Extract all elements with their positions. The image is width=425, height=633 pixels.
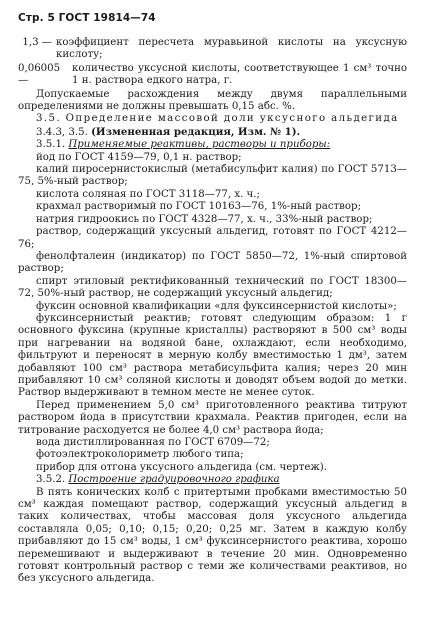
section-heading-3-5: 3.5. Определение массовой доли уксусного альдегида: [36, 113, 399, 125]
definition-text: количество уксусной кислоты, соответствующее 1 см³ точно 1 н. раствора едкого натра, г.: [72, 62, 407, 87]
reagent-item: йод по ГОСТ 4159—79, 0,1 н. раствор;: [36, 151, 242, 163]
reagent-item: вода дистиллированная по ГОСТ 6709—72;: [36, 437, 270, 448]
amendment-sections: 3.4.3, 3.5.: [36, 126, 92, 138]
reagent-item: натрия гидроокись по ГОСТ 4328—77, х. ч., 33%-ный раствор;: [36, 213, 373, 225]
reagent-preparation: фуксинсернистый реактив; готовят следующим образом: 1 г основного фуксина (крупные кристаллы) растворяют в 500 см³ воды при нагревании на водяной бане, охлаждают, если необходимо, фильтруют и переносят в мерную колбу вместимостью 1 дм³, затем добавляют 100 см³ раствора метабисульфита калия; через 20 мин прибавляют 10 см³ соляной кислоты и доводят объем водой до метки. Раствор выдерживают в темном месте не менее суток.: [18, 312, 407, 399]
reagent-item: крахмал растворимый по ГОСТ 10163—76, 1%-ный раствор;: [36, 201, 362, 213]
reagent-item: фуксин основной квалификации «для фуксинсернистой кислоты»;: [36, 300, 397, 312]
subsection-heading-3-5-1: [18, 139, 407, 151]
reagent-item: раствор, содержащий уксусный альдегид, готовят по ГОСТ 4212—76;: [18, 226, 407, 250]
definition-item: [18, 63, 407, 88]
subsection-title: Построение градуировочного графика: [68, 474, 280, 486]
document-page: [18, 12, 407, 586]
procedure-paragraph: В пять конических колб с притертыми пробками вместимостью 50 см³ каждая помещают раствор, содержащий уксусный альдегид в таких количествах, чтобы массовая доля уксусного альдегида составляла 0,05; 0,10; 0,15; 0,20; 0,25 мг. Затем в каждую колбу прибавляют до 15 см³ воды, 1 см³ фуксинсернистого реактива, хорошо перемешивают и выдерживают в течение 20 мин. Одновременно готовят контрольный раствор с теми же количествами реактивов, но без уксусного альдегида.: [18, 486, 407, 585]
reagent-item: калий пиросернистокислый (метабисульфит калия) по ГОСТ 5713—75, 5%-ный раствор;: [18, 164, 407, 188]
amendment-text: (Измененная редакция, Изм. № 1).: [91, 125, 301, 138]
definition-text: коэффициент пересчета муравьиной кислоты на уксусную кислоту;: [56, 37, 407, 61]
subsection-title: Применяемые реактивы, растворы и приборы:: [68, 139, 331, 151]
tolerance-paragraph: Допускаемые расхождения между двумя параллельными определениями не должны превышать 0,15 абс. %.: [18, 88, 407, 113]
subsection-heading-3-5-2: [18, 474, 407, 486]
definition-symbol: 0,06005 —: [18, 62, 61, 87]
subsection-number: 3.5.1.: [36, 139, 69, 151]
definition-item: [18, 37, 407, 62]
reagent-item: фенолфталеин (индикатор) по ГОСТ 5850—72, 1%-ный спиртовой раствор;: [18, 250, 407, 275]
subsection-number: 3.5.2.: [36, 474, 69, 486]
reagent-item: спирт этиловый ректификованный технический по ГОСТ 18300—72, 50%-ный раствор, не содержащий уксусный альдегид;: [18, 275, 407, 300]
instrument-item: прибор для отгона уксусного альдегида (см. чертеж).: [36, 461, 328, 473]
instrument-item: фотоэлектроколориметр любого типа;: [36, 449, 244, 461]
reagent-check: Перед применением 5,0 см³ приготовленного реактива титруют раствором йода в присутствии крахмала. Реактив пригоден, если на титрование расходуется не более 4,0 см³ раствора йода;: [18, 399, 407, 436]
amendment-note: [18, 126, 407, 139]
definition-symbol: 1,3 —: [22, 37, 52, 48]
reagent-item: кислота соляная по ГОСТ 3118—77, х. ч.;: [36, 188, 260, 200]
document-body: [18, 37, 407, 586]
page-header: Стр. 5 ГОСТ 19814—74: [18, 12, 156, 24]
